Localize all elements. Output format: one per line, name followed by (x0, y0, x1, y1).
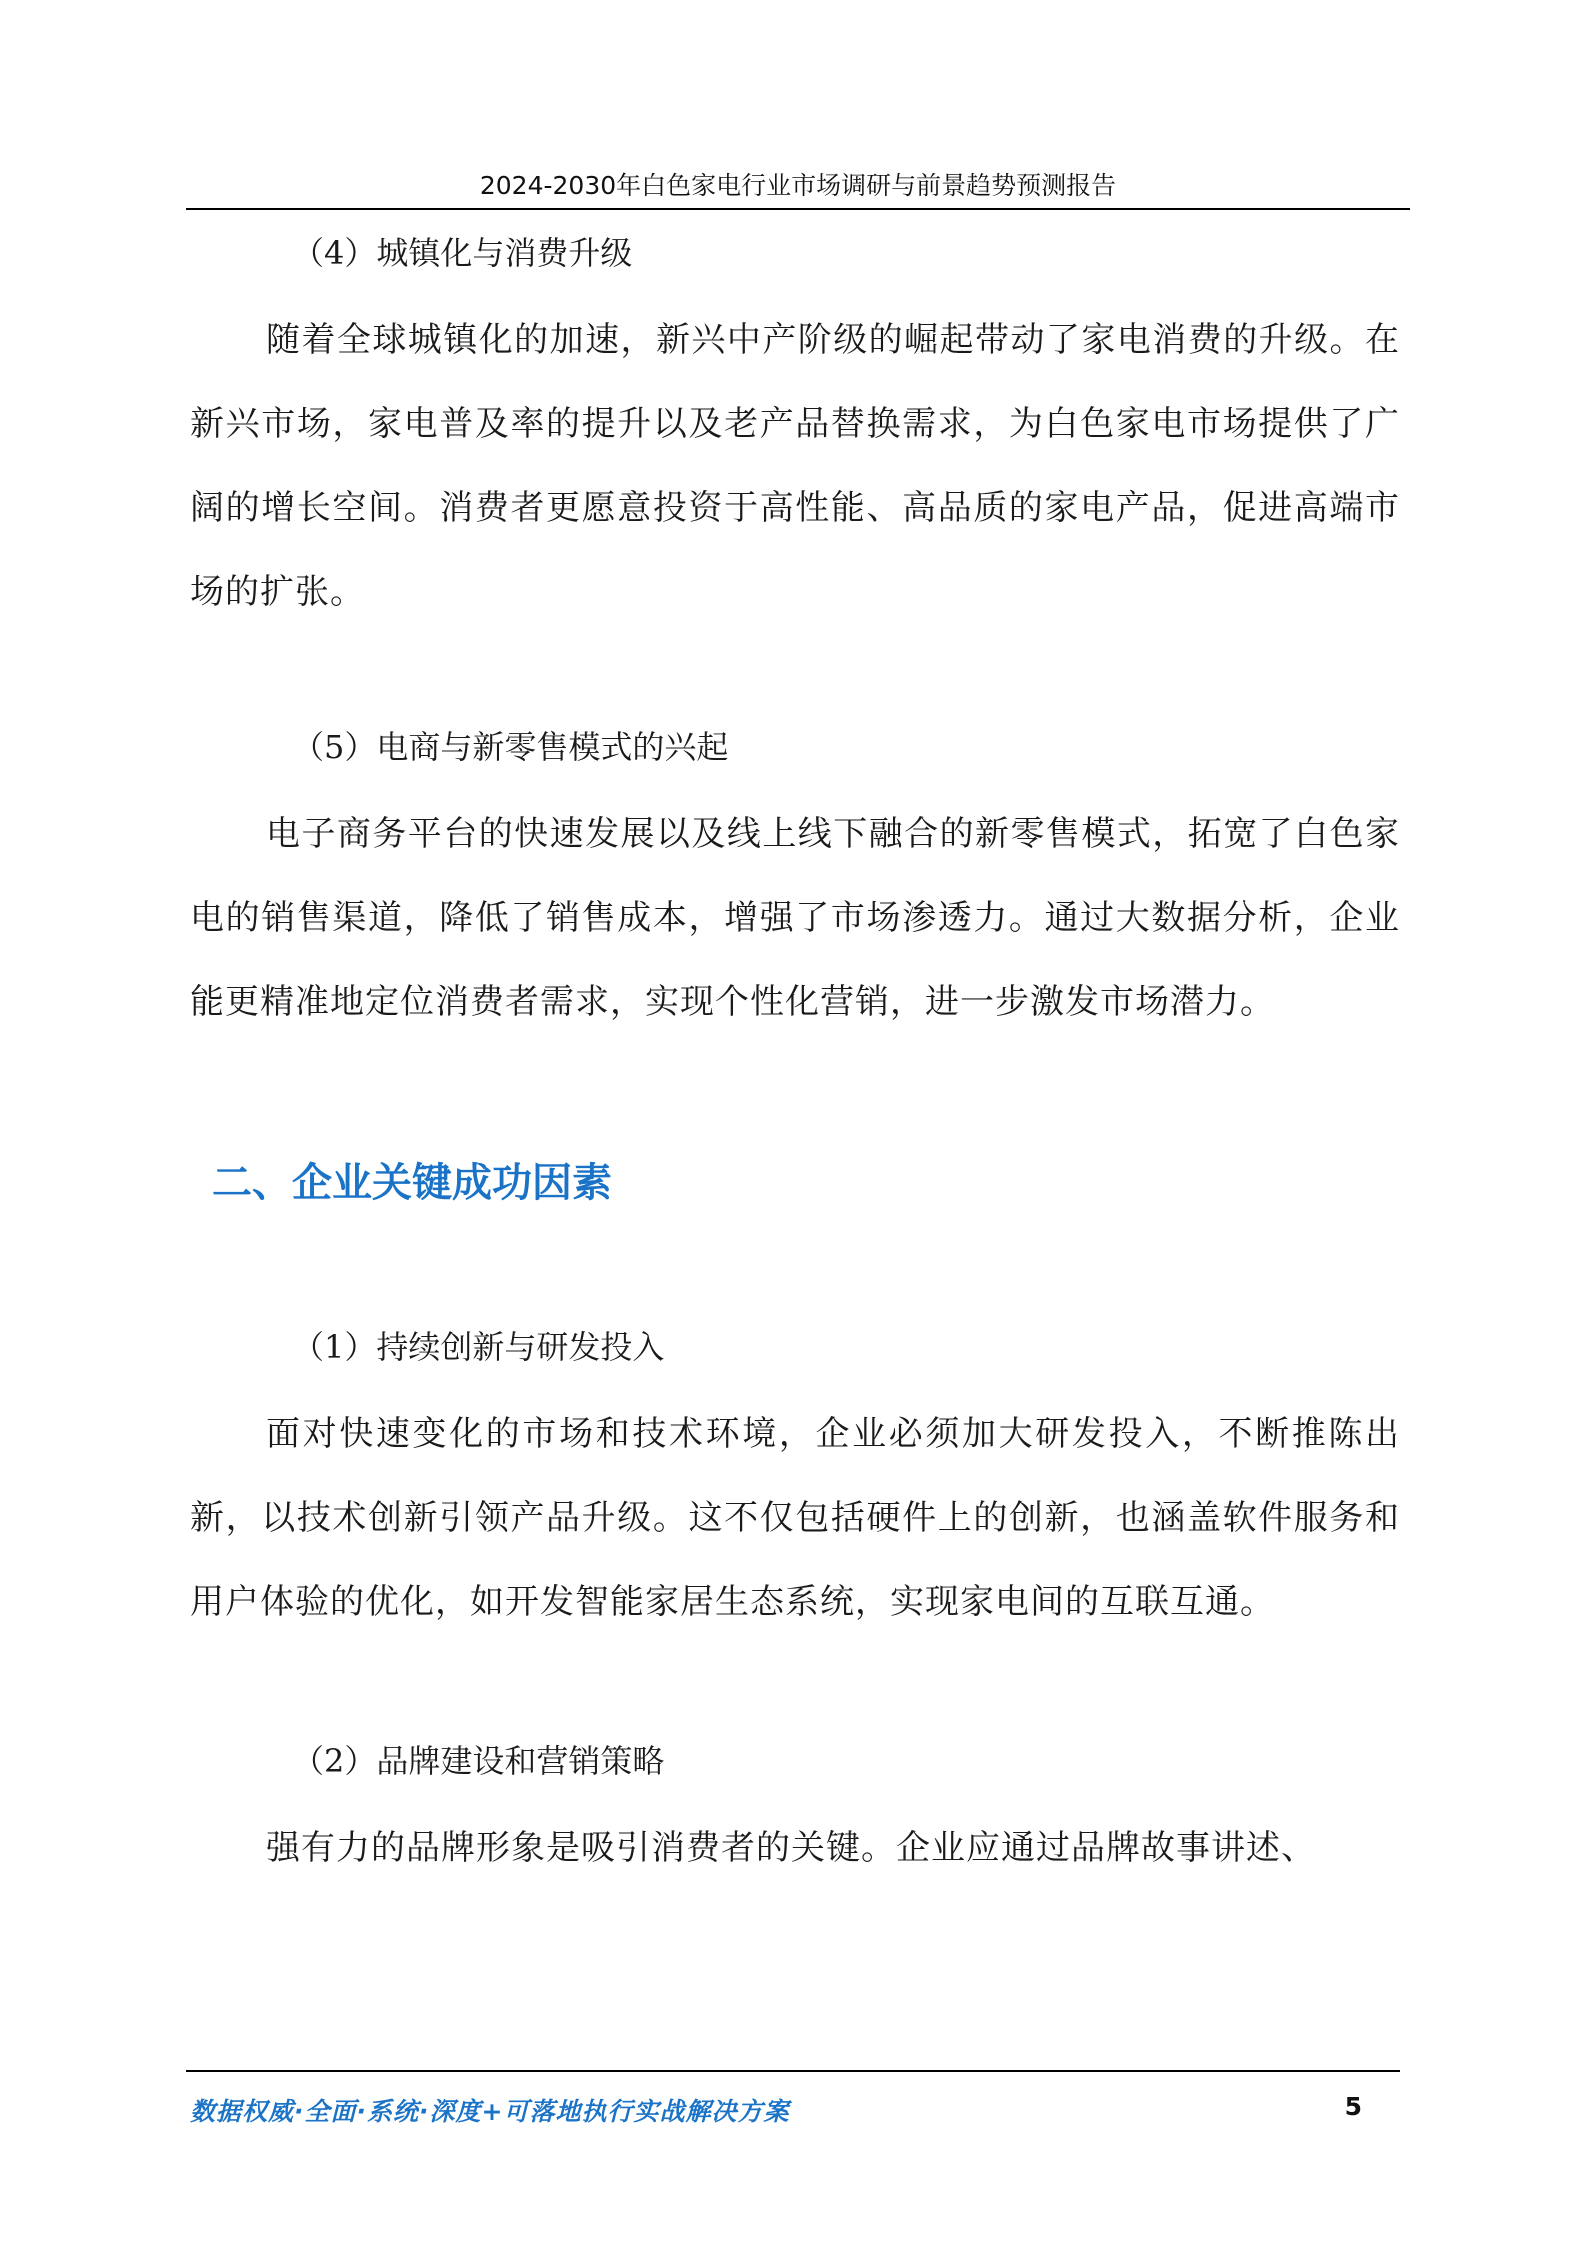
paragraph-urbanization: 随着全球城镇化的加速，新兴中产阶级的崛起带动了家电消费的升级。在新兴市场，家电普及率的提升以及老产品替换需求，为白色家电市场提供了广阔的增长空间。消费者更愿意投资于高性能、高品质的家电产品，促进高端市场的扩张。 (190, 320, 1400, 612)
paragraph-innovation: 面对快速变化的市场和技术环境，企业必须加大研发投入，不断推陈出新，以技术创新引领产品升级。这不仅包括硬件上的创新，也涵盖软件服务和用户体验的优化，如开发智能家居生态系统，实现家电间的互联互通。 (190, 1414, 1400, 1622)
spacer (190, 1208, 1400, 1316)
document-body (190, 222, 1400, 1890)
subsection-heading-ecommerce: （5）电商与新零售模式的兴起 (292, 728, 729, 766)
subsection-heading-branding: （2）品牌建设和营销策略 (292, 1742, 665, 1780)
paragraph-branding: 强有力的品牌形象是吸引消费者的关键。企业应通过品牌故事讲述、 (266, 1828, 1316, 1868)
spacer (190, 1044, 1400, 1158)
subsection-heading-urbanization: （4）城镇化与消费升级 (292, 234, 633, 272)
page-number: 5 (1344, 2092, 1362, 2121)
section-heading-key-factors: 二、企业关键成功因素 (212, 1160, 612, 1206)
footer-slogan: 数据权威·全面·系统·深度+可落地执行实战解决方案 (190, 2097, 790, 2126)
page-header (186, 162, 1410, 210)
report-title: 2024-2030年白色家电行业市场调研与前景趋势预测报告 (479, 171, 1117, 200)
spacer (190, 634, 1400, 716)
page-footer (186, 2070, 1400, 2132)
paragraph-ecommerce: 电子商务平台的快速发展以及线上线下融合的新零售模式，拓宽了白色家电的销售渠道，降低了销售成本，增强了市场渗透力。通过大数据分析，企业能更精准地定位消费者需求，实现个性化营销，进一步激发市场潜力。 (190, 814, 1400, 1022)
spacer (190, 1644, 1400, 1730)
subsection-heading-innovation: （1）持续创新与研发投入 (292, 1328, 665, 1366)
